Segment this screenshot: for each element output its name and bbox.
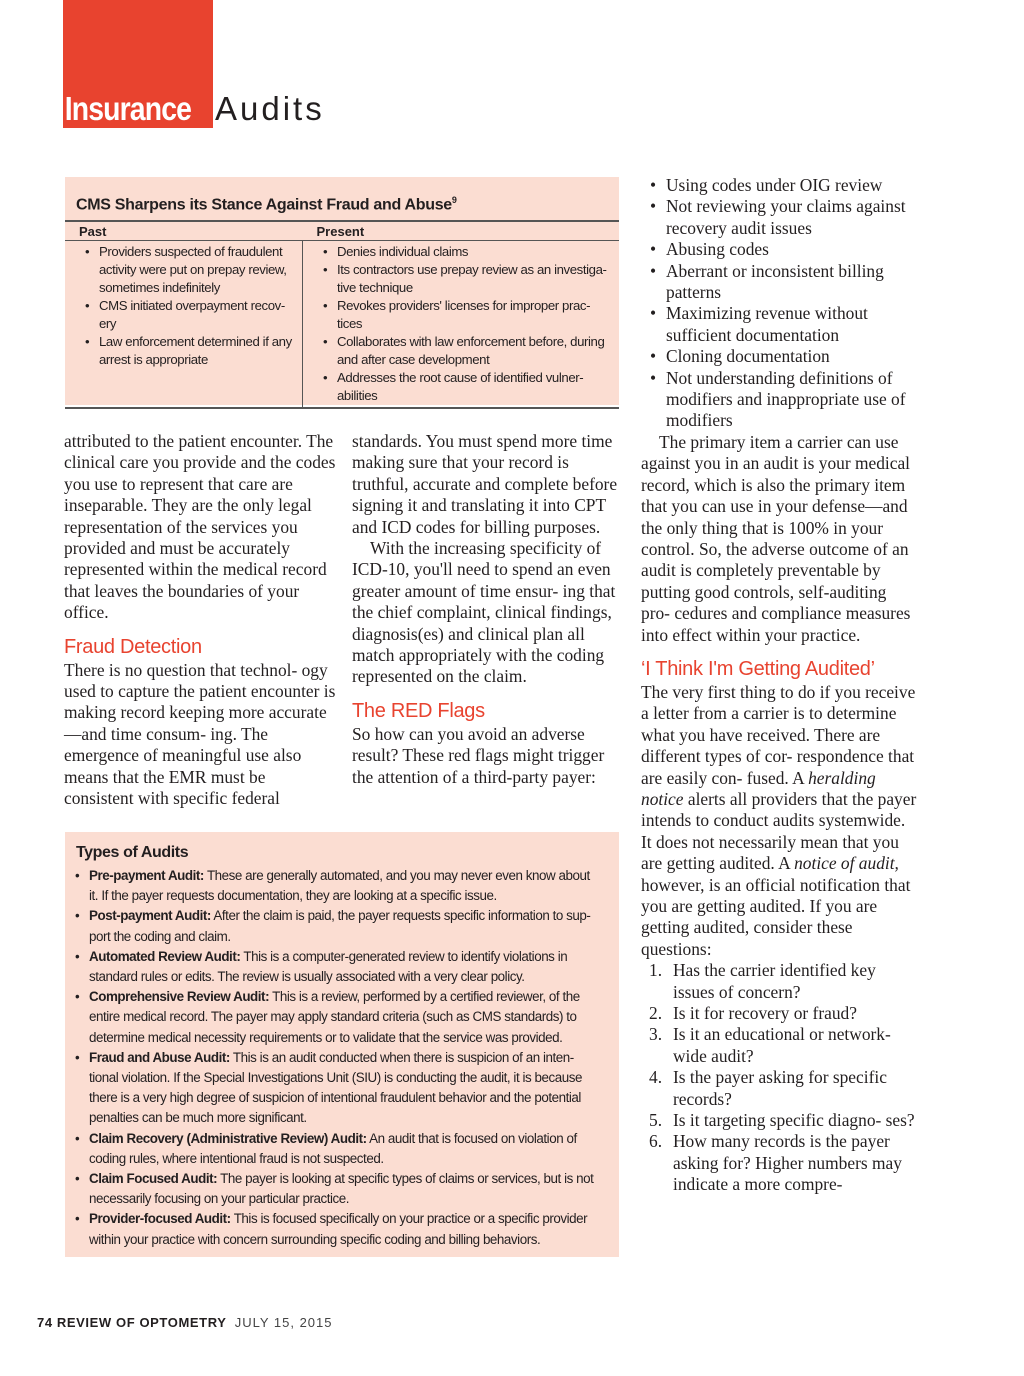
question-item: 5. Is it targeting specific diagno- ses? <box>649 1110 915 1131</box>
present-item: • Denies individual claims <box>337 243 615 261</box>
heading-getting-audited: ‘I Think I'm Getting Audited’ <box>641 657 875 680</box>
questions-list <box>641 960 919 1195</box>
issue-date: JULY 15, 2015 <box>234 1315 333 1330</box>
body-column-1 <box>64 431 336 810</box>
cms-stance-title: CMS Sharpens its Stance Against Fraud and Abuse$^9$ <box>76 195 457 214</box>
body-paragraph: The very first thing to do if you receive a letter from a carrier is to determine what you have received. There are different types of cor- respondence that are easily con- fused. A heralding notice alerts all providers that the payer intends to conduct audits systemwide. It does not necessarily mean that you are getting audited. A notice of audit, however, is an official notification that you are getting audited. If you are getting audited, consider these questions: <box>641 681 917 959</box>
term-heralding-notice: heralding notice <box>641 767 876 809</box>
present-item: • Revokes providers' licenses for improper prac- tices <box>337 297 615 333</box>
audit-type-item: • Post-payment Audit: After the claim is paid, the payer requests specific information to sup- port the coding and claim. <box>89 906 599 946</box>
types-of-audits-box <box>65 832 619 1257</box>
question-item: 1. Has the carrier identified key issues of concern? <box>649 960 876 1002</box>
audit-type-item: • Comprehensive Review Audit: This is a review, performed by a certified reviewer, of the entire medical record. The payer may apply standard criteria (such as CMS standards) to determine medical necessity requirements or to validate that the service was provided. <box>89 987 599 1048</box>
page-number: 74 <box>37 1315 53 1330</box>
question-item: 6. How many records is the payer asking for? Higher numbers may indicate a more compre- <box>649 1131 902 1195</box>
red-flag-item: • Not reviewing your claims against recovery audit issues <box>666 196 919 239</box>
audit-type-item: • Claim Recovery (Administrative Review) Audit: An audit that is focused on violation of coding rules, where intentional fraud is not suspected. <box>89 1129 599 1169</box>
audit-type-item: • Fraud and Abuse Audit: This is an audit conducted when there is suspicion of an inten- tional violation. If the Special Investigations Unit (SIU) is conducting the audit, it is because there is a very high degree of suspicion of intentional fraudulent behavior and the potential penalties can be much more significant. <box>89 1048 599 1129</box>
present-item: • Collaborates with law enforcement before, during and after case development <box>337 333 615 369</box>
red-flag-item: • Abusing codes <box>666 239 919 260</box>
cms-stance-box <box>65 177 619 405</box>
question-item: 3. Is it an educational or network- wide audit? <box>649 1024 891 1066</box>
body-paragraph: attributed to the patient encounter. The clinical care you provide and the codes you use to represent that care are inseparable. They are the only legal representation of the services you provided and must be accurately represented within the medical record that leaves the boundaries of your office. <box>64 431 336 623</box>
audit-type-item: • Claim Focused Audit: The payer is looking at specific types of claims or services, but is not necessarily focusing on your particular practice. <box>89 1169 599 1209</box>
body-paragraph: There is no question that technol- ogy used to capture the patient encounter is making record keeping more accurate—and time consum- ing. The emergence of meaningful use also means that the EMR must be consistent with specific federal <box>64 659 336 809</box>
heading-fraud-detection: Fraud Detection <box>64 635 202 658</box>
body-paragraph: So how can you avoid an adverse result? These red flags might trigger the attention of a third-party payer: <box>352 723 605 787</box>
section-title <box>63 90 325 128</box>
audit-types-list <box>65 866 599 1250</box>
red-flag-item: • Using codes under OIG review <box>666 175 919 196</box>
term-notice-of-audit: notice of audit, <box>794 853 899 874</box>
types-of-audits-title: Types of Audits <box>76 844 189 861</box>
red-flags-list <box>641 175 919 432</box>
past-item: • Law enforcement determined if any arrest is appropriate <box>99 333 298 369</box>
red-flag-item: • Cloning documentation <box>666 346 919 367</box>
heading-red-flags: The RED Flags <box>352 699 485 722</box>
audit-type-item: • Pre-payment Audit: These are generally automated, and you may never even know about it. If the payer requests documentation, they are looking at a specific issue. <box>89 866 599 906</box>
question-item: 2. Is it for recovery or fraud? <box>649 1003 857 1024</box>
question-item: 4. Is the payer asking for specific records? <box>649 1067 887 1109</box>
section-title-audits: Audits <box>215 90 325 127</box>
magazine-name: REVIEW OF OPTOMETRY <box>56 1315 227 1330</box>
body-paragraph: The primary item a carrier can use against you in an audit is your medical record, which is also the primary item that you can use in your defense—and the only thing that is 100% in your control. So, the adverse outcome of an audit is completely preventable by putting good controls, self-auditing pro- cedures and compliance measures into effect within your practice. <box>641 431 911 645</box>
red-flag-item: • Not understanding definitions of modifiers and inappropriate use of modifiers <box>666 368 919 432</box>
present-cell <box>303 241 620 409</box>
present-item: • Its contractors use prepay review as an investiga- tive technique <box>337 261 615 297</box>
past-present-table <box>65 220 619 409</box>
past-item: • CMS initiated overpayment recov- ery <box>99 297 298 333</box>
red-flag-item: • Maximizing revenue without sufficient documentation <box>666 303 919 346</box>
page-footer <box>37 1315 333 1330</box>
past-cell <box>65 241 303 409</box>
red-flag-item: • Aberrant or inconsistent billing patterns <box>666 261 919 304</box>
body-paragraph: standards. You must spend more time making sure that your record is truthful, accurate and complete before signing it and translating it into CPT and ICD codes for billing purposes. <box>352 431 618 537</box>
body-column-3 <box>641 175 919 1196</box>
body-column-2 <box>352 431 624 788</box>
present-item: • Addresses the root cause of identified vulner- abilities <box>337 369 615 405</box>
body-paragraph: With the increasing specificity of ICD-10, you'll need to spend an even greater amount of time ensur- ing that the chief complaint, clinical findings, diagnosis(es) and clinical plan all match appropriately with the coding represented on the claim. <box>352 538 616 687</box>
col-header-past: Past <box>65 221 303 241</box>
audit-type-item: • Provider-focused Audit: This is focused specifically on your practice or a specific provider within your practice with concern surrounding specific coding and billing behaviors. <box>89 1209 599 1249</box>
col-header-present: Present <box>303 221 620 241</box>
past-item: • Providers suspected of fraudulent activity were put on prepay review, sometimes indefinitely <box>99 243 298 297</box>
footnote-ref: 9 <box>451 195 457 205</box>
audit-type-item: • Automated Review Audit: This is a computer-generated review to identify violations in standard rules or edits. The review is usually associated with a very clear policy. <box>89 947 599 987</box>
section-title-insurance: Insurance <box>64 90 192 127</box>
